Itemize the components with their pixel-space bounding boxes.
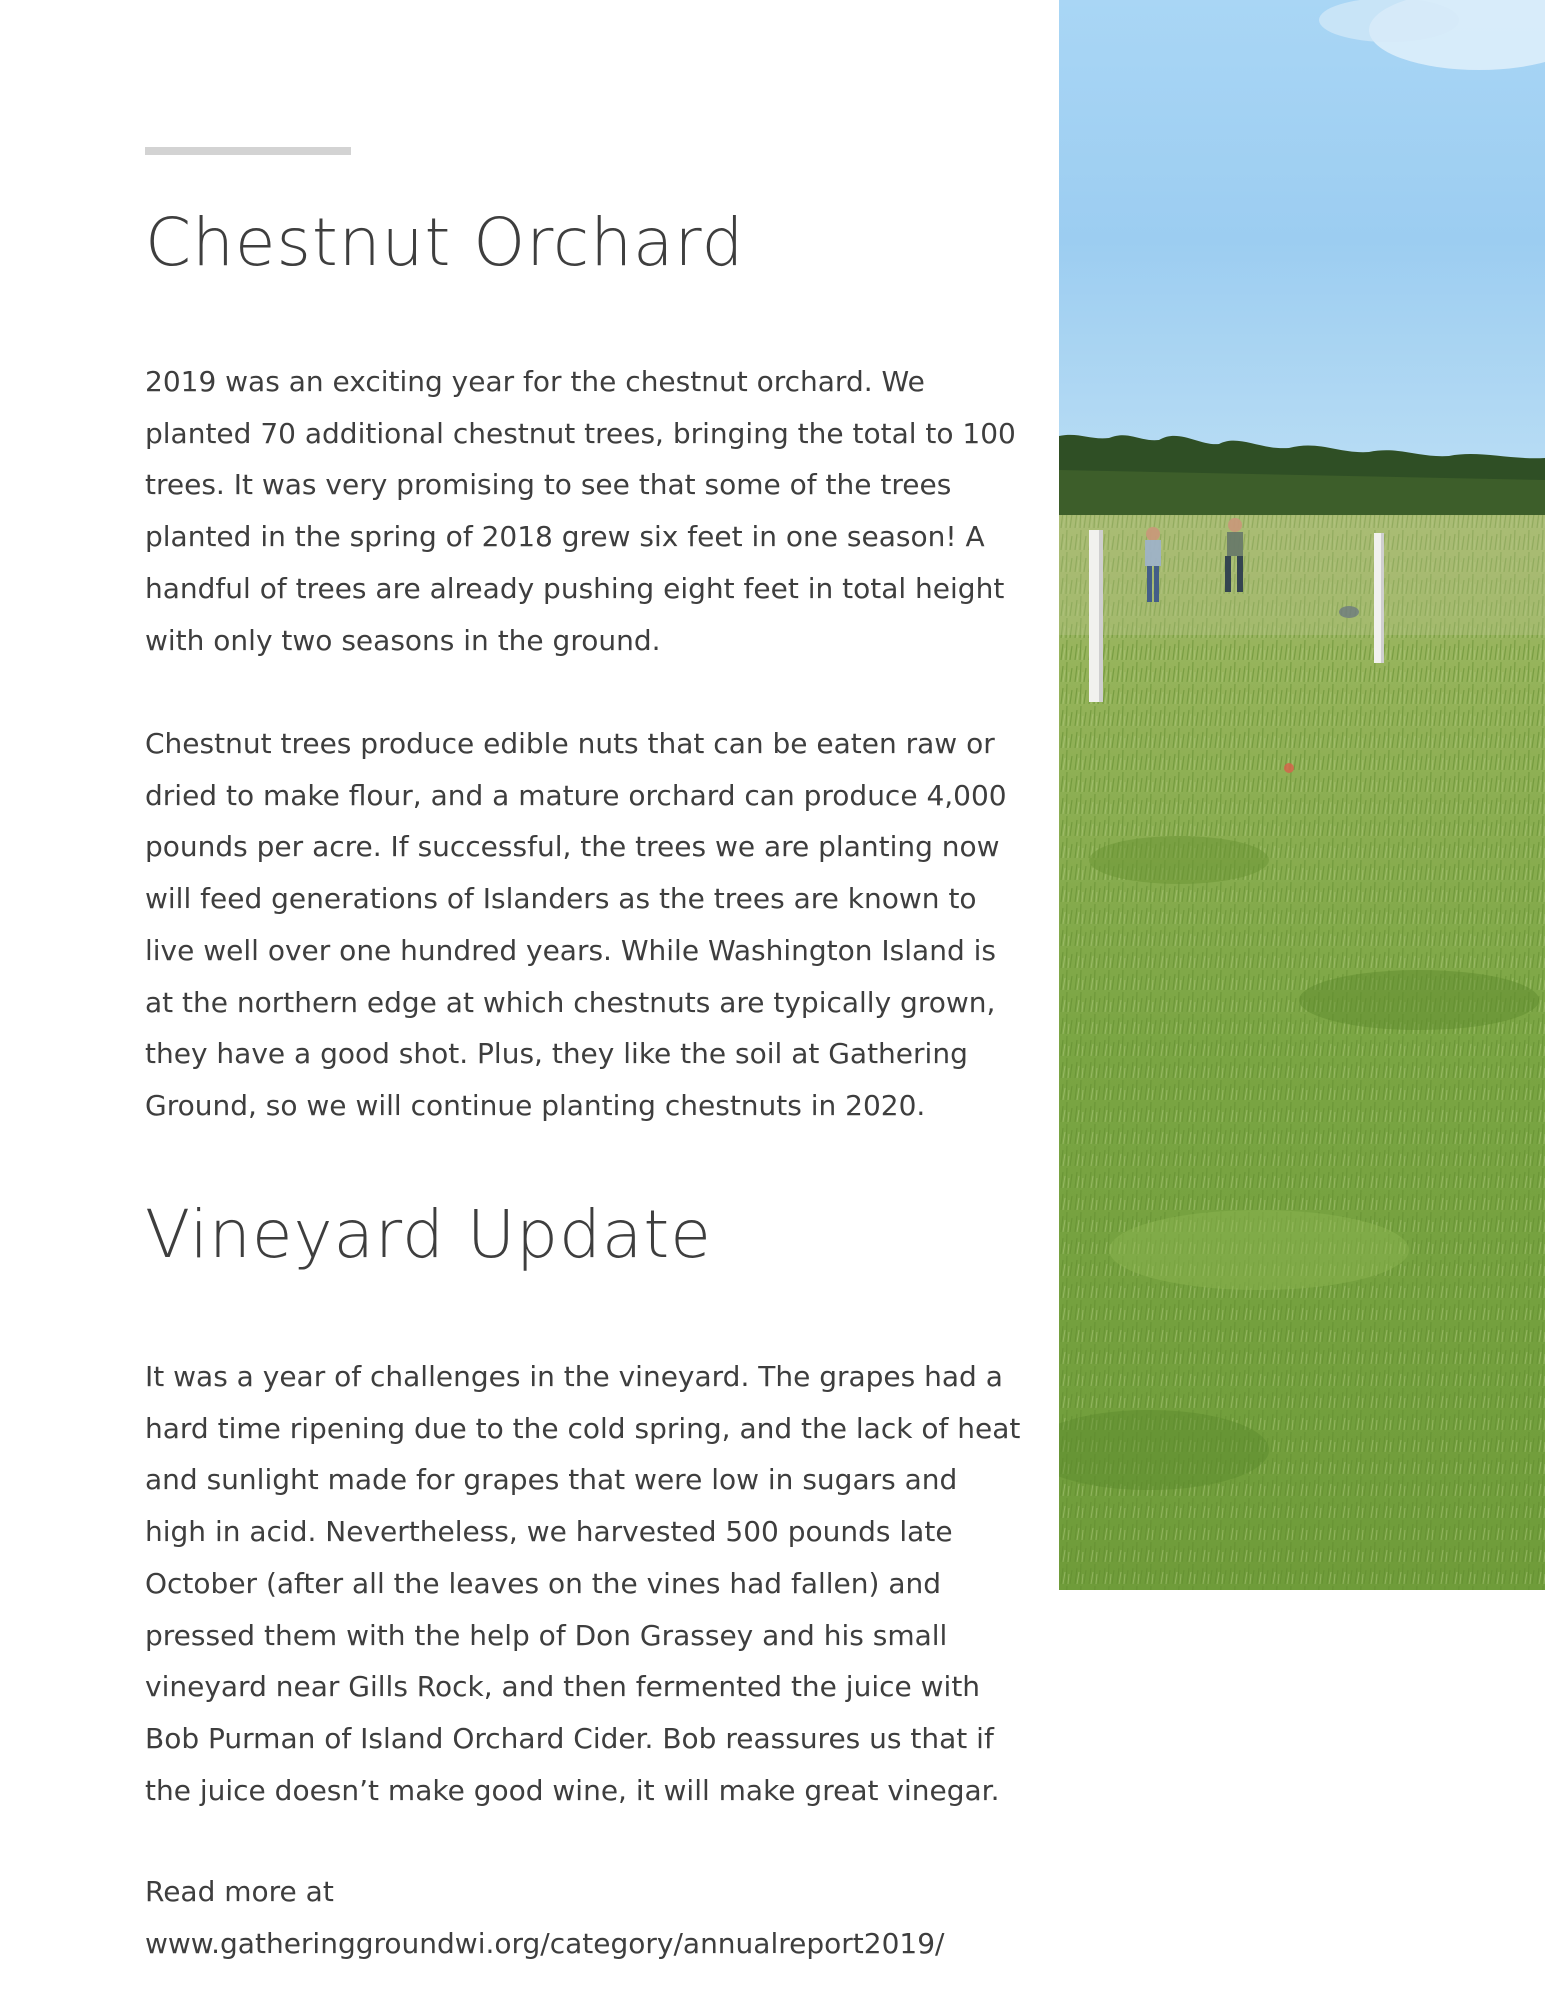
chestnut-paragraph-1: 2019 was an exciting year for the chestnut orchard. We planted 70 additional chestnut trees, bringing the total to 100 trees. It was very promising to see that some of the trees planted in the spring of 2018 grew six feet in one season! A handful of trees are already pushing eight feet in total height with only two seasons in the ground.	[145, 365, 1016, 657]
chestnut-orchard-heading: Chestnut Orchard	[145, 204, 745, 281]
vineyard-paragraph: It was a year of challenges in the vineyard. The grapes had a hard time ripening due to the cold spring, and the lack of heat and sunlight made for grapes that were low in sugars and high in acid. Nevertheless, we harvested 500 pounds late October (after all the leaves on the vines had fallen) and pressed them with the help of Don Grassey and his small vineyard near Gills Rock, and then fermented the juice with Bob Purman of Island Orchard Cider. Bob reassures us that if the juice doesn’t make good wine, it will make great vinegar.	[145, 1360, 1021, 1807]
read-more-label: Read more at	[145, 1875, 334, 1908]
read-more-link[interactable]: www.gatheringgroundwi.org/category/annualreport2019/	[145, 1926, 945, 1960]
chestnut-paragraph-2: Chestnut trees produce edible nuts that can be eaten raw or dried to make flour, and a mature orchard can produce 4,000 pounds per acre. If successful, the trees we are planting now will feed generations of Islanders as the trees are known to live well over one hundred years. While Washington Island is at the northern edge at which chestnuts are typically grown, they have a good shot. Plus, they like the soil at Gathering Ground, so we will continue planting chestnuts in 2020.	[145, 727, 1007, 1122]
accent-rule	[145, 147, 351, 155]
vineyard-update-heading: Vineyard Update	[145, 1196, 712, 1273]
read-more	[145, 1866, 1025, 1969]
orchard-photo-graphic	[1059, 0, 1545, 1590]
orchard-field-photo	[1059, 0, 1545, 1590]
